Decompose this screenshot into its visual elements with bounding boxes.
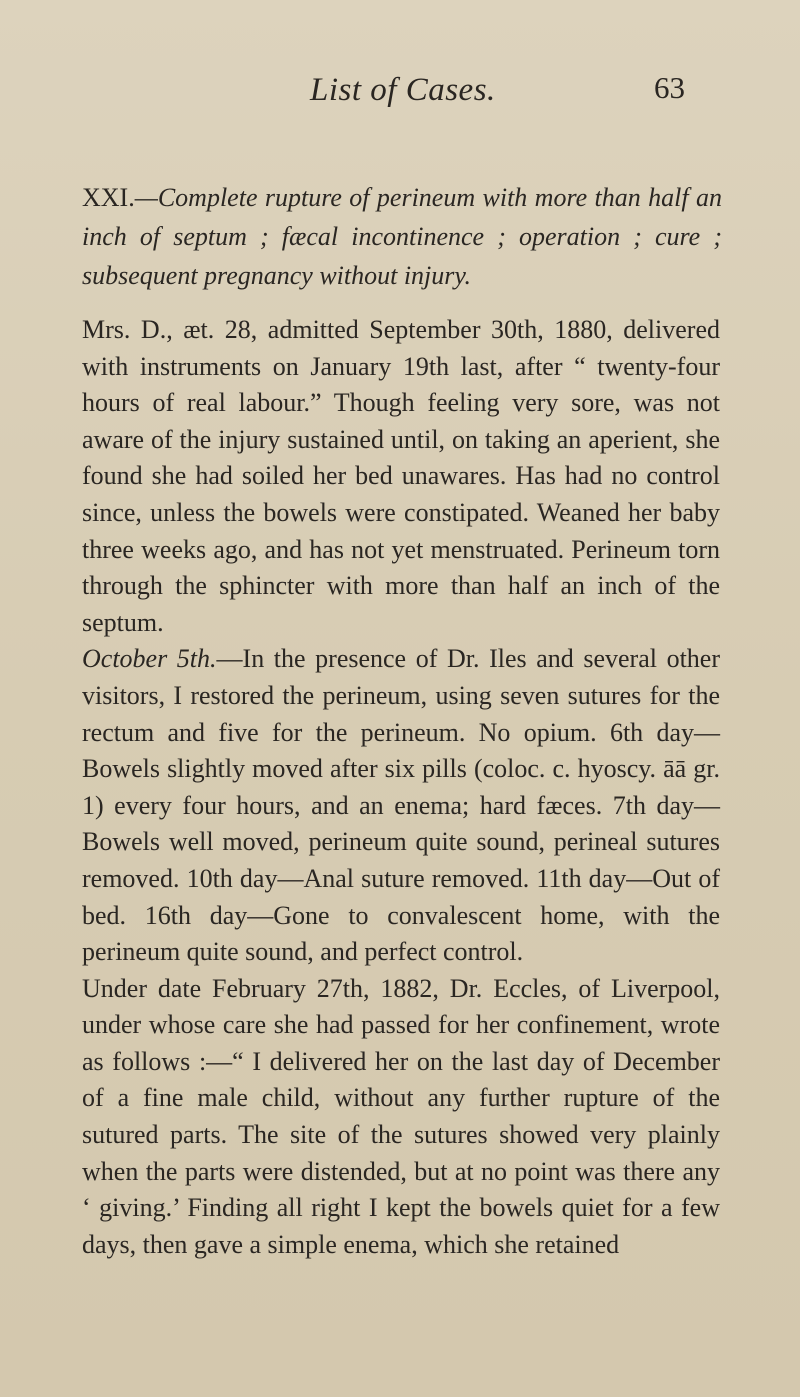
case-body [82, 312, 720, 1263]
paragraph-history: Mrs. D., æt. 28, admitted September 30th, 1880, delivered with instruments on January 19th last, after “ twenty-four hours of real labour.” Though feeling very sore, was not aware of the injury sustained until, on taking an aperient, she found she had soiled her bed unawares. Has had no control since, unless the bowels were constipated. Weaned her baby three weeks ago, and has not yet menstruated. Perineum torn through the sphincter with more than half an inch of the septum. [82, 315, 720, 637]
case-title: —Complete rupture of perineum with more than half an inch of septum ; fæcal incontinence ; operation ; cure ; subsequent pregnancy without injury. [82, 183, 722, 290]
case-heading [82, 178, 722, 295]
operation-text: —In the presence of Dr. Iles and several other visitors, I restored the perineum, using seven sutures for the rectum and five for the perineum. No opium. 6th day—Bowels slightly moved after six pills (coloc. c. hyoscy. āā gr. 1) every four hours, and an enema; hard fæces. 7th day—Bowels well moved, perineum quite sound, perineal sutures removed. 10th day—Anal suture removed. 11th day—Out of bed. 16th day—Gone to convalescent home, with the perineum quite sound, and perfect control. [82, 644, 721, 967]
running-title: List of Cases. [310, 72, 496, 108]
case-number: XXI. [82, 183, 135, 212]
operation-date: October 5th. [82, 644, 217, 674]
paragraph-operation [82, 641, 720, 970]
running-head [0, 72, 800, 112]
paragraph-followup: Under date February 27th, 1882, Dr. Eccles, of Liverpool, under whose care she had passed for her confinement, wrote as follows :—“ I delivered her on the last day of December of a fine male child, without any further rupture of the sutured parts. The site of the sutures showed very plainly when the parts were distended, but at no point was there any ‘ giving.’ Finding all right I kept the bowels quiet for a few days, then gave a simple enema, which she retained [82, 973, 720, 1259]
page-number: 63 [654, 70, 685, 105]
